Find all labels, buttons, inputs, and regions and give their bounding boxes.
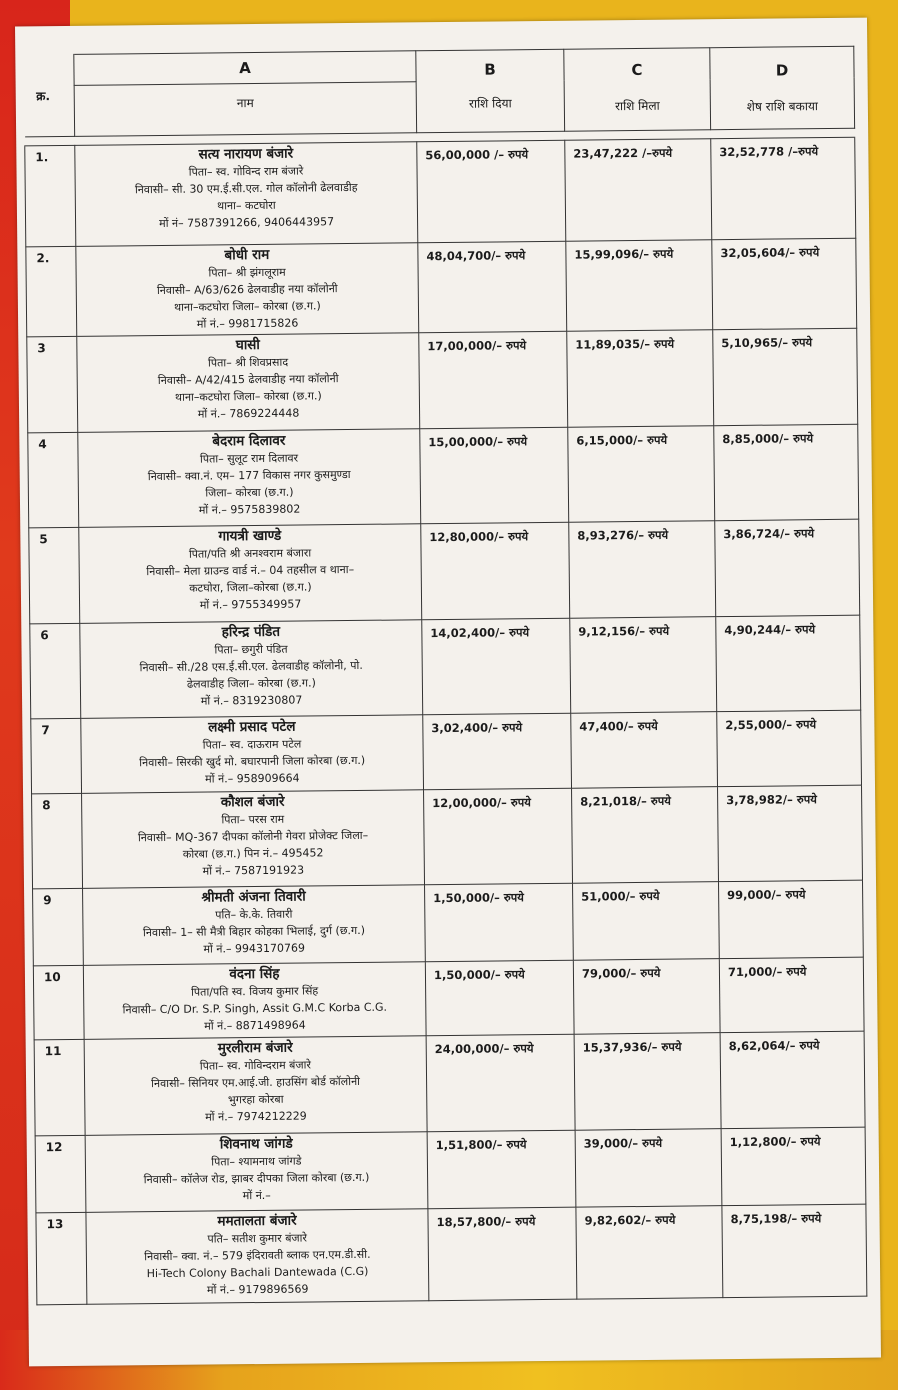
amount-balance: 3,86,724/– रुपये	[715, 519, 860, 617]
detail-line: मों नं.– 9755349957	[199, 597, 302, 612]
amount-received: 23,47,222 /–रुपये	[565, 139, 712, 242]
col-name-label: नाम	[236, 96, 254, 111]
amount-given: 14,02,400/– रुपये	[422, 618, 571, 715]
header-col-a	[74, 51, 416, 86]
detail-line: निवासी– सिरकी खुर्द मो. बघारपानी जिला कोरबा (छ.ग.)	[139, 753, 366, 770]
detail-line: निवासी– कॉलेज रोड, झाबर दीपका जिला कोरबा (छ.ग.)	[143, 1170, 370, 1187]
amount-balance: 8,85,000/– रुपये	[714, 424, 859, 521]
amount-received: 9,12,156/– रुपये	[570, 617, 717, 714]
amount-balance: 1,12,800/– रुपये	[721, 1127, 866, 1206]
amount-given: 56,00,000 /– रुपये	[417, 140, 566, 243]
detail-line: मों नं.– 8871498964	[204, 1018, 306, 1033]
detail-line: थाना– कटघोरा	[217, 198, 276, 213]
serial-number: 9	[33, 888, 84, 966]
header-row-letters	[24, 46, 854, 86]
col-given-label: राशि दिया	[468, 96, 512, 111]
person-name: गायत्री खाण्डे	[218, 527, 282, 545]
detail-line: कोरबा (छ.ग.) पिन नं.– 495452	[182, 846, 324, 861]
detail-line: Hi-Tech Colony Bachali Dantewada (C.G)	[146, 1264, 369, 1281]
amount-received: 8,21,018/– रुपये	[572, 787, 719, 884]
amount-received: 15,37,936/– रुपये	[574, 1033, 721, 1131]
detail-line: मों नं.– 958909664	[205, 771, 300, 786]
table-row	[28, 424, 859, 528]
person-name: बेदराम दिलावर	[212, 432, 286, 450]
detail-line: मों नं.– 9575839802	[198, 502, 301, 517]
amount-balance: 5,10,965/– रुपये	[713, 328, 858, 426]
amount-given: 48,04,700/– रुपये	[418, 241, 567, 333]
amount-received: 15,99,096/– रुपये	[566, 240, 713, 332]
table-row	[27, 328, 858, 433]
amount-given: 12,00,000/– रुपये	[424, 788, 573, 885]
table-row	[36, 1204, 867, 1305]
detail-line: पिता– श्री झंगलूराम	[208, 265, 286, 280]
detail-line: निवासी– क्वा.नं. एम– 177 विकास नगर कुसमुण्डा	[147, 468, 351, 484]
header-serial	[24, 54, 75, 137]
detail-line: पिता– स्व. दाऊराम पटेल	[202, 737, 302, 752]
detail-line: पति– सतीश कुमार बंजारे	[207, 1231, 308, 1246]
table-row	[34, 1031, 865, 1136]
person-details	[86, 1209, 429, 1305]
serial-number: 13	[36, 1212, 87, 1305]
person-details	[81, 715, 424, 794]
detail-line: पति– के.के. तिवारी	[215, 907, 293, 922]
col-received-label: राशि मिला	[614, 98, 660, 114]
detail-line: पिता– स्व. गोविन्द राम बंजारे	[188, 164, 304, 179]
header-col-b	[416, 49, 565, 133]
amount-given: 17,00,000/– रुपये	[419, 331, 568, 429]
table-row	[25, 137, 856, 247]
amount-balance: 8,62,064/– रुपये	[720, 1031, 865, 1129]
ledger-body	[25, 137, 867, 1305]
table-row	[33, 957, 864, 1040]
amount-given: 1,50,000/– रुपये	[425, 883, 574, 962]
person-details	[78, 429, 421, 528]
detail-line: भुगरहा कोरबा	[227, 1092, 284, 1107]
amount-received: 11,89,035/– रुपये	[567, 330, 714, 428]
amount-given: 15,00,000/– रुपये	[420, 427, 569, 524]
serial-number: 11	[34, 1039, 85, 1136]
detail-line: ढेलवाडीह जिला– कोरबा (छ.ग.)	[186, 676, 316, 691]
detail-line: निवासी– सी. 30 एम.ई.सी.एल. गोल कॉलोनी ढेलवाडीह	[134, 180, 358, 197]
ledger-table	[23, 46, 867, 1306]
amount-balance: 99,000/– रुपये	[719, 880, 864, 959]
detail-line: निवासी– A/42/415 ढेलवाडीह नया कॉलोनी	[157, 372, 339, 388]
amount-balance: 32,05,604/– रुपये	[712, 238, 857, 330]
amount-balance: 32,52,778 /–रुपये	[711, 137, 856, 240]
person-name: मुरलीराम बंजारे	[217, 1039, 293, 1057]
detail-line: पिता/पति श्री अनश्वराम बंजारा	[188, 546, 312, 561]
col-c-letter: C	[631, 60, 643, 80]
serial-number: 4	[28, 432, 79, 528]
table-row	[29, 519, 860, 624]
detail-line: मों नं.– 7974212229	[205, 1109, 307, 1124]
serial-number: 12	[35, 1135, 86, 1213]
person-details	[80, 620, 423, 719]
detail-line: पिता/पति स्व. विजय कुमार सिंह	[190, 984, 319, 999]
table-row	[32, 785, 863, 889]
detail-line: मों नं.– 9943170769	[203, 941, 305, 956]
person-name: कौशल बंजारे	[220, 793, 285, 811]
detail-line: निवासी– MQ-367 दीपका कॉलोनी गेवरा प्रोजेक्ट जिला–	[137, 828, 369, 845]
detail-line: निवासी– सी./28 एस.ई.सी.एल. ढेलवाडीह कॉलोनी, पो.	[139, 658, 363, 675]
detail-line: पिता– परस राम	[221, 812, 285, 827]
person-details	[76, 243, 419, 337]
amount-given: 3,02,400/– रुपये	[423, 713, 572, 790]
person-details	[84, 1036, 427, 1136]
serial-number: 2.	[26, 246, 77, 337]
detail-line: पिता– श्यामनाथ जांगडे	[211, 1154, 302, 1169]
amount-given: 1,50,000/– रुपये	[425, 960, 574, 1036]
person-name: सत्य नारायण बंजारे	[198, 145, 294, 163]
detail-line: पिता– श्री शिवप्रसाद	[207, 355, 289, 370]
person-name: हरिन्द्र पंडित	[221, 623, 281, 641]
paper-sheet	[15, 18, 881, 1367]
serial-number: 1.	[25, 145, 76, 247]
person-details	[82, 790, 425, 889]
detail-line: निवासी– सिनियर एम.आई.जी. हाउसिंग बोर्ड कॉलोनी	[151, 1074, 361, 1091]
detail-line: कटघोरा, जिला–कोरबा (छ.ग.)	[189, 580, 312, 595]
detail-line: पिता– सुलूट राम दिलावर	[199, 451, 299, 466]
person-name: शिवनाथ जांगडे	[219, 1135, 293, 1153]
amount-given: 24,00,000/– रुपये	[426, 1034, 575, 1132]
header-name-cell	[74, 82, 417, 137]
serial-number: 8	[32, 793, 83, 889]
detail-line: थाना–कटघोरा जिला– कोरबा (छ.ग.)	[174, 389, 322, 404]
detail-line: निवासी– A/63/626 ढेलवाडीह नया कॉलोनी	[156, 282, 338, 298]
amount-received: 39,000/– रुपये	[575, 1129, 722, 1208]
detail-line: जिला– कोरबा (छ.ग.)	[205, 485, 294, 500]
person-details	[85, 1132, 428, 1213]
table-row	[30, 615, 861, 719]
serial-label: क्र.	[36, 88, 51, 103]
detail-line: निवासी– क्वा. नं.– 579 इंदिरावती ब्लाक एन.एम.डी.सी.	[144, 1247, 371, 1264]
person-name: बोधी राम	[224, 246, 270, 264]
detail-line: मों नं.– 9179896569	[206, 1282, 309, 1297]
person-details	[83, 962, 426, 1040]
amount-balance: 4,90,244/– रुपये	[716, 615, 861, 712]
person-details	[77, 333, 420, 433]
person-name: वंदना सिंह	[229, 965, 280, 983]
col-a-letter: A	[239, 59, 251, 78]
table-row	[26, 238, 857, 337]
detail-line: मों नं.– 7587191923	[202, 863, 305, 878]
amount-received: 79,000/– रुपये	[573, 959, 720, 1035]
amount-received: 8,93,276/– रुपये	[569, 521, 716, 619]
amount-received: 6,15,000/– रुपये	[568, 426, 715, 523]
detail-line: पिता– स्व. गोविन्दराम बंजारे	[199, 1058, 311, 1073]
person-name: लक्ष्मी प्रसाद पटेल	[208, 718, 296, 736]
table-row	[35, 1127, 866, 1213]
amount-balance: 8,75,198/– रुपये	[722, 1204, 867, 1298]
detail-line: मों नं.–	[242, 1188, 271, 1203]
person-details	[79, 524, 422, 624]
amount-received: 47,400/– रुपये	[571, 712, 718, 789]
amount-balance: 2,55,000/– रुपये	[717, 710, 862, 787]
amount-given: 12,80,000/– रुपये	[421, 522, 570, 620]
header-col-c	[564, 48, 711, 132]
amount-given: 18,57,800/– रुपये	[428, 1207, 577, 1301]
person-name: घासी	[235, 336, 260, 354]
detail-line: निवासी– C/O Dr. S.P. Singh, Assit G.M.C Korba C.G.	[122, 1000, 388, 1017]
detail-line: पिता– छगुरी पंडित	[214, 642, 288, 657]
col-b-letter: B	[484, 60, 496, 79]
amount-given: 1,51,800/– रुपये	[427, 1130, 576, 1209]
col-balance-label: शेष राशि बकाया	[746, 99, 819, 114]
detail-line: मों नं– 7587391266, 9406443957	[159, 215, 335, 230]
amount-received: 51,000/– रुपये	[573, 882, 720, 961]
header-col-d	[710, 46, 855, 130]
serial-number: 10	[33, 965, 84, 1040]
person-details	[75, 142, 418, 247]
person-name: श्रीमती अंजना तिवारी	[201, 888, 306, 906]
amount-balance: 71,000/– रुपये	[719, 957, 864, 1033]
person-details	[83, 885, 426, 966]
detail-line: निवासी– 1– सी मैत्री बिहार कोहका भिलाई, दुर्ग (छ.ग.)	[142, 923, 366, 940]
table-row	[33, 880, 864, 966]
detail-line: मों नं.– 9981715826	[196, 316, 299, 331]
detail-line: थाना–कटघोरा जिला– कोरबा (छ.ग.)	[174, 299, 321, 314]
col-d-letter: D	[775, 61, 789, 80]
detail-line: मों नं.– 7869224448	[197, 406, 300, 421]
detail-line: निवासी– मेला ग्राउन्ड वार्ड नं.– 04 तहसील व थाना–	[146, 562, 355, 579]
serial-number: 3	[27, 336, 78, 433]
table-row	[31, 710, 862, 794]
serial-number: 7	[31, 718, 82, 794]
detail-line: मों नं.– 8319230807	[200, 693, 303, 708]
person-name: ममतालता बंजारे	[217, 1212, 297, 1230]
serial-number: 5	[29, 527, 80, 624]
amount-balance: 3,78,982/– रुपये	[718, 785, 863, 882]
amount-received: 9,82,602/– रुपये	[576, 1206, 723, 1300]
serial-number: 6	[30, 623, 81, 719]
